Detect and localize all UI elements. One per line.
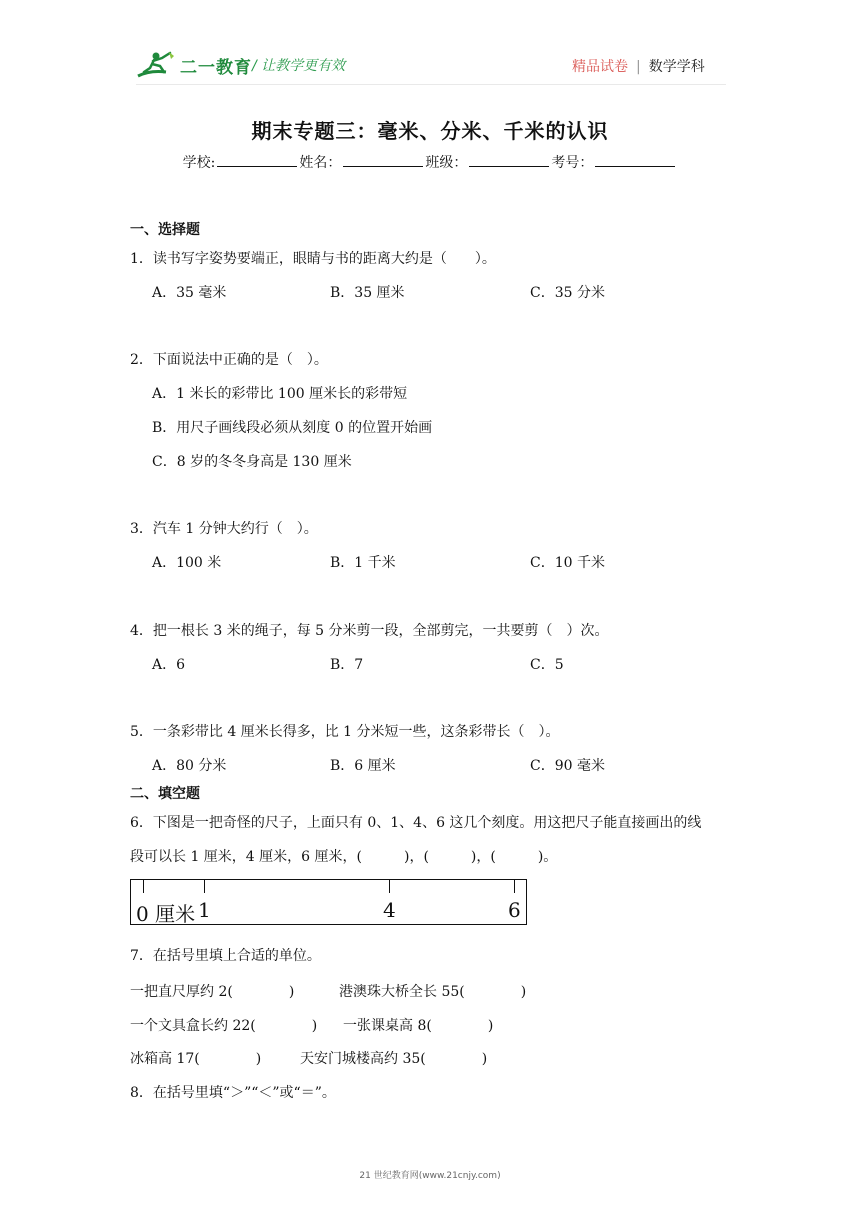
premium-label: 精品试卷	[572, 59, 628, 75]
exam-no-label: 考号：	[551, 155, 594, 171]
question-1: 1．读书写字姿势要端正，眼睛与书的距离大约是（ ）。	[130, 251, 496, 267]
subject-label: 数学学科	[648, 59, 705, 75]
ruler-figure	[130, 879, 527, 925]
ruler-label-6: 6	[508, 898, 521, 922]
ruler-tick-4	[389, 880, 390, 893]
q7-item-ruler-thickness[interactable]: 一把直尺厚约 2( )	[130, 984, 295, 1000]
q2-option-b[interactable]: B．用尺子画线段必须从刻度 0 的位置开始画	[152, 420, 433, 436]
header-divider	[136, 84, 726, 85]
q7-item-desk-height[interactable]: 一张课桌高 8( )	[343, 1018, 494, 1034]
q3-option-a[interactable]: A．100 米	[152, 555, 222, 571]
exam-no-blank[interactable]	[595, 152, 675, 167]
q1-option-c[interactable]: C．35 分米	[530, 285, 605, 301]
brand-slogan: / 让教学更有效	[252, 58, 346, 74]
q5-option-c[interactable]: C．90 毫米	[530, 758, 605, 774]
q5-option-a[interactable]: A．80 分米	[152, 758, 227, 774]
q7-item-bridge-length[interactable]: 港澳珠大桥全长 55( )	[339, 984, 527, 1000]
name-blank[interactable]	[343, 152, 423, 167]
section-choice-heading: 一、选择题	[130, 222, 200, 238]
ruler-label-1: 1	[198, 898, 211, 922]
q2-option-c[interactable]: C．8 岁的冬冬身高是 130 厘米	[152, 454, 352, 470]
question-6-line-1: 6．下图是一把奇怪的尺子，上面只有 0、1、4、6 这几个刻度。用这把尺子能直接画出的线	[130, 815, 702, 831]
brand	[136, 50, 252, 80]
q4-option-a[interactable]: A．6	[152, 657, 186, 673]
class-blank[interactable]	[469, 152, 549, 167]
q5-option-b[interactable]: B．6 厘米	[330, 758, 396, 774]
question-7: 7．在括号里填上合适的单位。	[130, 948, 321, 964]
q3-option-b[interactable]: B．1 千米	[330, 555, 396, 571]
question-8: 8．在括号里填“＞”“＜”或“＝”。	[130, 1085, 336, 1101]
q7-item-fridge-height[interactable]: 冰箱高 17( )	[130, 1051, 262, 1067]
ruler-label-0: 0 厘米	[136, 902, 196, 926]
question-2: 2．下面说法中正确的是（ ）。	[130, 352, 328, 368]
ruler-tick-0	[143, 880, 144, 893]
ruler-label-4: 4	[383, 898, 396, 922]
class-label: 班级：	[425, 155, 468, 171]
question-5: 5．一条彩带比 4 厘米长得多，比 1 分米短一些，这条彩带长（ ）。	[130, 724, 560, 740]
page-footer: 21 世纪教育网(www.21cnjy.com)	[359, 1171, 501, 1181]
question-4: 4．把一根长 3 米的绳子，每 5 分米剪一段，全部剪完，一共要剪（ ）次。	[130, 623, 609, 639]
q1-option-a[interactable]: A．35 毫米	[152, 285, 227, 301]
school-label: 学校:	[182, 155, 216, 171]
q4-option-c[interactable]: C．5	[530, 657, 564, 673]
school-blank[interactable]	[217, 152, 297, 167]
runner-logo-icon	[136, 50, 176, 80]
name-label: 姓名：	[299, 155, 342, 171]
q4-option-b[interactable]: B．7	[330, 657, 364, 673]
question-3: 3．汽车 1 分钟大约行（ ）。	[130, 521, 318, 537]
page-title: 期末专题三：毫米、分米、千米的认识	[251, 119, 609, 143]
header-separator: |	[636, 59, 641, 75]
section-fill-heading: 二、填空题	[130, 786, 200, 802]
q3-option-c[interactable]: C．10 千米	[530, 555, 605, 571]
q2-option-a[interactable]: A．1 米长的彩带比 100 厘米长的彩带短	[152, 386, 408, 402]
ruler-tick-6	[514, 880, 515, 893]
brand-name: 二一教育	[180, 57, 252, 78]
question-6-line-2: 段可以长 1 厘米，4 厘米，6 厘米，( )，( )，( )。	[130, 849, 558, 865]
header-right	[572, 56, 705, 76]
ruler-tick-1	[204, 880, 205, 893]
q1-option-b[interactable]: B．35 厘米	[330, 285, 405, 301]
q7-item-pencil-box[interactable]: 一个文具盒长约 22( )	[130, 1018, 318, 1034]
student-info	[0, 152, 860, 172]
q7-item-tiananmen-height[interactable]: 天安门城楼高约 35( )	[300, 1051, 488, 1067]
